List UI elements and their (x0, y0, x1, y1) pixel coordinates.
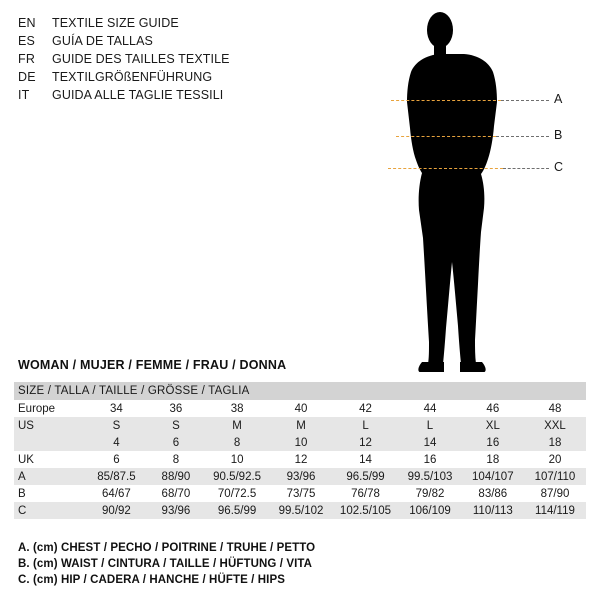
language-code: EN (18, 16, 36, 30)
cell: 73/75 (269, 485, 332, 502)
cell: 44 (398, 400, 461, 417)
cell: 88/90 (147, 468, 205, 485)
cell: 64/67 (86, 485, 147, 502)
cell: 10 (205, 451, 269, 468)
cell: 16 (398, 451, 461, 468)
language-text: GUÍA DE TALLAS (52, 34, 153, 48)
table-row (14, 485, 586, 502)
language-row (18, 50, 348, 68)
cell: L (398, 417, 461, 434)
cell: 102.5/105 (333, 502, 399, 519)
cell: S (86, 417, 147, 434)
language-row (18, 86, 348, 104)
cell: XXL (524, 417, 586, 434)
row-label (14, 434, 86, 451)
woman-silhouette-icon (366, 6, 586, 376)
language-code: IT (18, 88, 30, 102)
cell: 68/70 (147, 485, 205, 502)
cell: 96.5/99 (333, 468, 399, 485)
cell: 79/82 (398, 485, 461, 502)
cell: 106/109 (398, 502, 461, 519)
row-label: B (14, 485, 86, 502)
table-row (14, 451, 586, 468)
measurement-legend (18, 540, 578, 588)
row-label: C (14, 502, 86, 519)
language-text: TEXTILE SIZE GUIDE (52, 16, 179, 30)
cell: 83/86 (462, 485, 524, 502)
cell: S (147, 417, 205, 434)
cell: 10 (269, 434, 332, 451)
cell: 107/110 (524, 468, 586, 485)
cell: 4 (86, 434, 147, 451)
language-row (18, 14, 348, 32)
cell: 99.5/102 (269, 502, 332, 519)
cell: 8 (147, 451, 205, 468)
cell: M (205, 417, 269, 434)
cell: XL (462, 417, 524, 434)
table-row (14, 502, 586, 519)
chest-measure-line (391, 100, 501, 101)
cell: 110/113 (462, 502, 524, 519)
language-list (18, 14, 348, 104)
cell: 90.5/92.5 (205, 468, 269, 485)
cell: 36 (147, 400, 205, 417)
cell: 6 (86, 451, 147, 468)
language-text: TEXTILGRÖßENFÜHRUNG (52, 70, 213, 84)
cell: 90/92 (86, 502, 147, 519)
cell: 16 (462, 434, 524, 451)
measure-label-b: B (554, 128, 563, 142)
language-code: ES (18, 34, 36, 48)
cell: 12 (269, 451, 332, 468)
table-row (14, 400, 586, 417)
table-row (14, 417, 586, 434)
measure-label-c: C (554, 160, 564, 174)
table-header-row (14, 382, 586, 400)
cell: 38 (205, 400, 269, 417)
cell: 40 (269, 400, 332, 417)
cell: 87/90 (524, 485, 586, 502)
measure-label-a: A (554, 92, 563, 106)
cell: 14 (333, 451, 399, 468)
hip-measure-leader (503, 168, 549, 169)
cell: 93/96 (147, 502, 205, 519)
language-text: GUIDA ALLE TAGLIE TESSILI (52, 88, 224, 102)
legend-line-b: B. (cm) WAIST / CINTURA / TAILLE / HÜFTUNG / VITA (18, 558, 313, 570)
legend-line-a: A. (cm) CHEST / PECHO / POITRINE / TRUHE / PETTO (18, 542, 316, 554)
cell: 99.5/103 (398, 468, 461, 485)
hip-measure-line (388, 168, 503, 169)
table-row (14, 468, 586, 485)
cell: 14 (398, 434, 461, 451)
cell: 70/72.5 (205, 485, 269, 502)
cell: 6 (147, 434, 205, 451)
legend-line-c: C. (cm) HIP / CADERA / HANCHE / HÜFTE / HIPS (18, 574, 286, 586)
language-code: FR (18, 52, 36, 66)
cell: 18 (462, 451, 524, 468)
cell: 20 (524, 451, 586, 468)
cell: 104/107 (462, 468, 524, 485)
language-code: DE (18, 70, 36, 84)
cell: 18 (524, 434, 586, 451)
female-body-figure (366, 6, 586, 376)
cell: 8 (205, 434, 269, 451)
language-text: GUIDE DES TAILLES TEXTILE (52, 52, 230, 66)
cell: 93/96 (269, 468, 332, 485)
chest-measure-leader (501, 100, 549, 101)
cell: 48 (524, 400, 586, 417)
row-label: A (14, 468, 86, 485)
cell: 96.5/99 (205, 502, 269, 519)
cell: 76/78 (333, 485, 399, 502)
cell: 34 (86, 400, 147, 417)
cell: 42 (333, 400, 399, 417)
row-label: US (14, 417, 86, 434)
row-label: Europe (14, 400, 86, 417)
row-label: UK (14, 451, 86, 468)
table-header-label: SIZE / TALLA / TAILLE / GRÖSSE / TAGLIA (14, 382, 586, 400)
language-row (18, 68, 348, 86)
cell: 114/119 (524, 502, 586, 519)
language-row (18, 32, 348, 50)
waist-measure-line (396, 136, 496, 137)
cell: 12 (333, 434, 399, 451)
cell: 46 (462, 400, 524, 417)
cell: 85/87.5 (86, 468, 147, 485)
cell: L (333, 417, 399, 434)
table-row (14, 434, 586, 451)
section-title: WOMAN / MUJER / FEMME / FRAU / DONNA (18, 358, 287, 372)
cell: M (269, 417, 332, 434)
waist-measure-leader (496, 136, 549, 137)
size-table (14, 382, 586, 519)
